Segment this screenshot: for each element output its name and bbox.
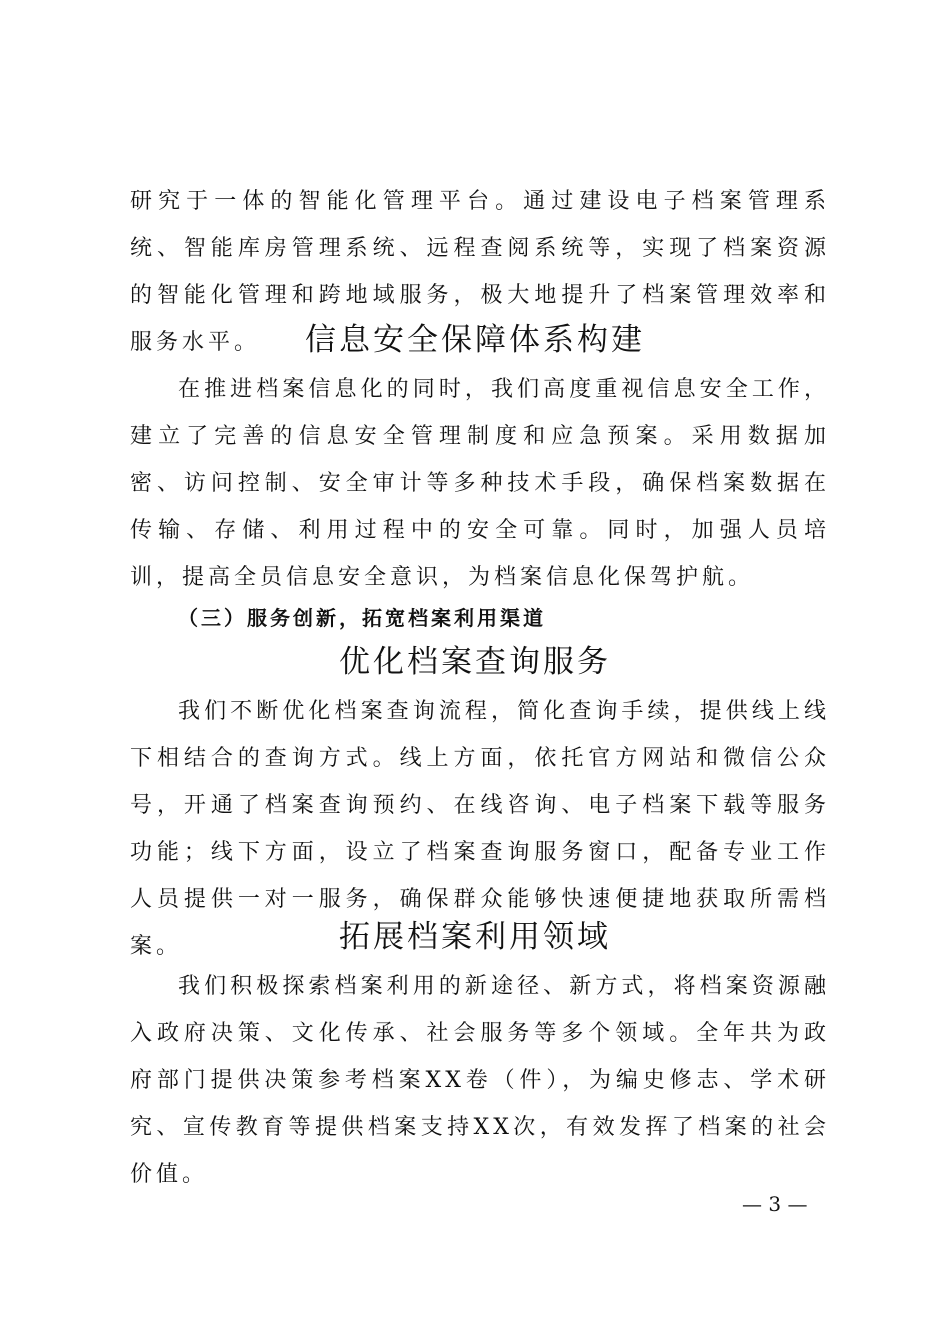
heading-optimize-query: 优化档案查询服务 — [339, 644, 611, 680]
heading-expand-use: 拓展档案利用领域 — [339, 919, 611, 955]
paragraph-expand-use: 我们积极探索档案利用的新途径、新方式，将档案资源融入政府决策、文化传承、社会服务等多个领域。全年共为政府部门提供决策参考档案XX卷（件），为编史修志、学术研究、宣传教育等提供档案支持XX次，有效发挥了档案的社会价值。 — [130, 974, 830, 1187]
subheading-service-innovation: （三）服务创新，拓宽档案利用渠道 — [178, 606, 546, 630]
page-number: — 3 — — [742, 1192, 808, 1216]
paragraph-info-security: 在推进档案信息化的同时，我们高度重视信息安全工作，建立了完善的信息安全管理制度和应急预案。采用数据加密、访问控制、安全审计等多种技术手段，确保档案数据在传输、存储、利用过程中的安全可靠。同时，加强人员培训，提高全员信息安全意识，为档案信息化保驾护航。 — [130, 377, 830, 590]
paragraph-platform-intro: 研究于一体的智能化管理平台。通过建设电子档案管理系统、智能库房管理系统、远程查阅系统等，实现了档案资源的智能化管理和跨地域服务，极大地提升了档案管理效率和服务水平。 — [130, 189, 830, 355]
paragraph-optimize-query: 我们不断优化档案查询流程，简化查询手续，提供线上线下相结合的查询方式。线上方面，依托官方网站和微信公众号，开通了档案查询预约、在线咨询、电子档案下载等服务功能；线下方面，设立了档案查询服务窗口，配备专业工作人员提供一对一服务，确保群众能够快速便捷地获取所需档案。 — [130, 699, 830, 959]
heading-info-security: 信息安全保障体系构建 — [305, 322, 645, 358]
